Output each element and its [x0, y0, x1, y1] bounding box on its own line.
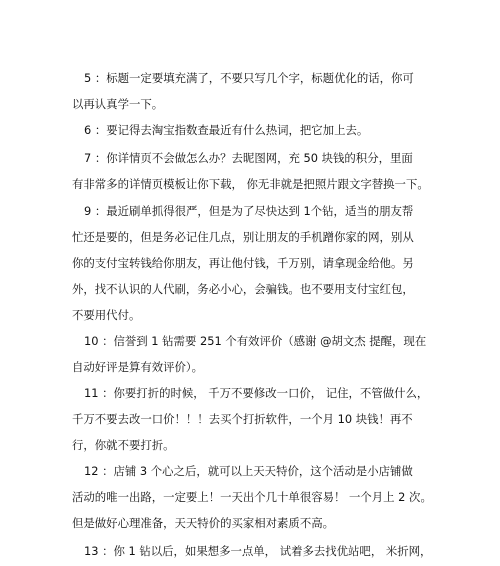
paragraph-6-line-1: 6 ：要记得去淘宝指数查最近有什么热词，把它加上去。 [84, 123, 369, 137]
paragraph-10-line-1: 10 ：信誉到 1 钻需要 251 个有效评价（感谢 @胡文杰 提醒，现在 [84, 334, 427, 348]
paragraph-9-line-4: 外，找不认识的人代刷，务必小心，会骗钱。也不要用支付宝红包， [72, 282, 414, 296]
paragraph-12-line-1: 12 ：店铺 3 个心之后，就可以上天天特价，这个活动是小店铺做 [84, 464, 413, 478]
paragraph-12-line-3: 但是做好心理准备，天天特价的买家相对素质不高。 [72, 516, 334, 530]
paragraph-9-line-2: 忙还是要的，但是务必记住几点，别让朋友的手机蹭你家的网，别从 [72, 230, 414, 244]
paragraph-13-line-1: 13 ：你 1 钻以后，如果想多一点单， 试着多去找优站吧， 米折网， [84, 544, 432, 558]
paragraph-7-line-2: 有非常多的详情页模板让你下载， 你无非就是把照片跟文字替换一下。 [72, 177, 429, 191]
paragraph-11-line-3: 行，你就不要打折。 [72, 438, 175, 452]
paragraph-11-line-2: 千万不要去改一口价！！！去买个打折软件，一个月 10 块钱！再不 [72, 412, 413, 426]
paragraph-11-line-1: 11 ：你要打折的时候， 千万不要修改一口价， 记住，不管做什么， [84, 386, 429, 400]
paragraph-5-line-2: 以再认真学一下。 [72, 97, 164, 111]
paragraph-9-line-5: 不要用代付。 [72, 308, 141, 322]
paragraph-7-line-1: 7 ：你详情页不会做怎么办？去昵图网，充 50 块钱的积分，里面 [84, 151, 413, 165]
paragraph-5-line-1: 5 ：标题一定要填充满了，不要只写几个字，标题优化的话，你可 [84, 71, 414, 85]
paragraph-9-line-3: 你的支付宝转钱给你朋友，再让他付钱，千万别，请拿现金给他。另 [72, 256, 414, 270]
paragraph-10-line-2: 自动好评是算有效评价）。 [72, 360, 203, 374]
paragraph-9-line-1: 9 ：最近刷单抓得很严，但是为了尽快达到 1个钻，适当的朋友帮 [84, 204, 414, 218]
paragraph-12-line-2: 活动的唯一出路，一定要上！一天出个几十单很容易！ 一个月上 2 次。 [72, 490, 432, 504]
